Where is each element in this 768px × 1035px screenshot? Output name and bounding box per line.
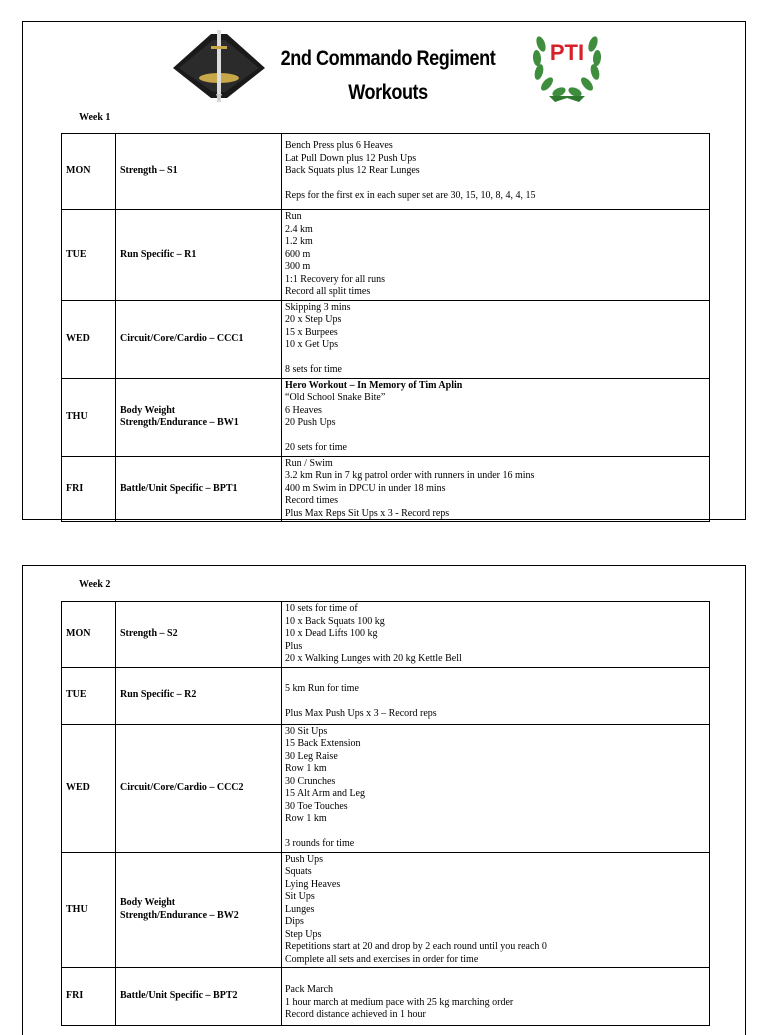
detail-line: Dips [285, 916, 304, 927]
detail-line: Row 1 km [285, 763, 327, 774]
pti-laurel-logo [527, 24, 607, 104]
detail-line: Squats [285, 866, 312, 877]
detail-line: 20 x Walking Lunges with 20 kg Kettle Bell [285, 653, 462, 664]
day-cell: FRI [62, 456, 116, 522]
day-cell: WED [62, 300, 116, 378]
detail-line: Push Ups [285, 853, 324, 865]
session-line: Circuit/Core/Cardio – CCC2 [120, 781, 244, 793]
day-cell: TUE [62, 667, 116, 724]
detail-line: Record distance achieved in 1 hour [285, 1009, 426, 1020]
session-cell [116, 667, 282, 724]
day-cell: WED [62, 724, 116, 852]
details-cell [282, 378, 710, 456]
detail-line: 8 sets for time [285, 364, 342, 375]
detail-line: 20 Push Ups [285, 417, 336, 428]
table-row [62, 300, 710, 378]
session-line: Strength – S2 [120, 628, 178, 639]
session-cell [116, 602, 282, 668]
detail-line: 15 Alt Arm and Leg [285, 788, 365, 799]
details-cell [282, 724, 710, 852]
week-2-table [61, 601, 710, 1026]
session-cell [116, 210, 282, 301]
details-cell [282, 852, 710, 968]
detail-line: Lunges [285, 903, 315, 915]
table-row [62, 667, 710, 724]
detail-line [285, 972, 708, 985]
table-row [62, 134, 710, 210]
detail-line [285, 430, 708, 443]
title-line-1: 2nd Commando Regiment [280, 47, 496, 70]
detail-line: 1:1 Recovery for all runs [285, 273, 385, 285]
detail-line: Bench Press plus 6 Heaves [285, 140, 393, 152]
details-cell [282, 134, 710, 210]
day-cell: MON [62, 134, 116, 210]
detail-line: 10 x Back Squats 100 kg [285, 615, 385, 627]
detail-line: 300 m [285, 261, 311, 272]
detail-line: Plus Max Push Ups x 3 – Record reps [285, 708, 437, 719]
table-row [62, 852, 710, 968]
session-cell [116, 300, 282, 378]
commando-dagger-emblem-icon [169, 28, 269, 104]
session-line: Strength/Endurance – BW1 [120, 417, 239, 428]
detail-line: 10 x Get Ups [285, 339, 339, 350]
detail-line: 6 Heaves [285, 404, 322, 416]
detail-line: Sit Ups [285, 891, 315, 902]
document-title [275, 42, 500, 110]
detail-line: Record times [285, 495, 339, 506]
session-cell [116, 724, 282, 852]
session-line: Body Weight [120, 404, 176, 416]
details-cell [282, 602, 710, 668]
detail-line [285, 352, 708, 365]
detail-line: 10 x Dead Lifts 100 kg [285, 628, 378, 639]
detail-line [285, 826, 708, 839]
table-row [62, 602, 710, 668]
detail-line: 600 m [285, 248, 311, 260]
table-row [62, 378, 710, 456]
detail-line: 30 Crunches [285, 775, 336, 787]
details-cell [282, 456, 710, 522]
detail-line: 5 km Run for time [285, 683, 359, 694]
detail-line: 400 m Swim in DPCU in under 18 mins [285, 482, 446, 494]
detail-line: Row 1 km [285, 813, 327, 824]
table-row [62, 210, 710, 301]
detail-line: Step Ups [285, 928, 322, 940]
detail-line: Plus Max Reps Sit Ups x 3 - Record reps [285, 507, 450, 519]
detail-line: Plus [285, 640, 303, 652]
session-line: Circuit/Core/Cardio – CCC1 [120, 332, 244, 344]
detail-line: Lat Pull Down plus 12 Push Ups [285, 152, 417, 164]
detail-line [285, 696, 708, 709]
detail-line: “Old School Snake Bite” [285, 392, 386, 403]
detail-line: 1 hour march at medium pace with 25 kg marching order [285, 996, 514, 1008]
detail-line: 2.4 km [285, 223, 313, 235]
detail-line: Reps for the first ex in each super set are 30, 15, 10, 8, 4, 4, 15 [285, 190, 536, 202]
detail-line: Complete all sets and exercises in order for time [285, 953, 479, 965]
detail-line: Lying Heaves [285, 878, 341, 890]
session-cell [116, 968, 282, 1026]
week-1-table [61, 133, 710, 522]
session-cell [116, 852, 282, 968]
table-row [62, 456, 710, 522]
detail-line: 15 Back Extension [285, 738, 361, 749]
details-cell [282, 667, 710, 724]
week-2-label: Week 2 [79, 579, 111, 590]
detail-line: Pack March [285, 984, 334, 995]
detail-line: 3 rounds for time [285, 838, 355, 849]
session-line: Run Specific – R2 [120, 689, 197, 701]
session-cell [116, 134, 282, 210]
session-line: Strength/Endurance – BW2 [120, 909, 239, 921]
detail-line: 1.2 km [285, 236, 313, 247]
detail-line: Repetitions start at 20 and drop by 2 each round until you reach 0 [285, 941, 547, 952]
table-row [62, 724, 710, 852]
session-line: Battle/Unit Specific – BPT2 [120, 990, 238, 1002]
table-row [62, 968, 710, 1026]
day-cell: THU [62, 852, 116, 968]
session-line: Run Specific – R1 [120, 248, 197, 260]
document-page-1 [22, 21, 746, 520]
detail-line: 30 Sit Ups [285, 725, 328, 737]
session-line: Battle/Unit Specific – BPT1 [120, 482, 238, 494]
detail-line: 15 x Burpees [285, 326, 338, 338]
detail-line: Hero Workout – In Memory of Tim Aplin [285, 379, 463, 391]
session-cell [116, 456, 282, 522]
session-line: Strength – S1 [120, 165, 178, 177]
detail-line: Run / Swim [285, 457, 333, 469]
detail-line: 30 Leg Raise [285, 750, 338, 762]
session-cell [116, 378, 282, 456]
detail-line: Back Squats plus 12 Rear Lunges [285, 165, 420, 177]
document-page-2 [22, 565, 746, 1035]
detail-line [285, 671, 708, 684]
pti-logo-text: PTI [549, 40, 585, 65]
day-cell: MON [62, 602, 116, 668]
details-cell [282, 300, 710, 378]
details-cell [282, 968, 710, 1026]
detail-line: 10 sets for time of [285, 603, 358, 614]
title-line-2: Workouts [348, 81, 428, 104]
detail-line [285, 178, 708, 191]
detail-line: 30 Toe Touches [285, 800, 348, 812]
detail-line: 3.2 km Run in 7 kg patrol order with runners in under 16 mins [285, 470, 535, 481]
details-cell [282, 210, 710, 301]
day-cell: FRI [62, 968, 116, 1026]
week-1-label: Week 1 [79, 112, 111, 123]
detail-line: Skipping 3 mins [285, 301, 351, 313]
session-line: Body Weight [120, 897, 176, 909]
detail-line: Record all split times [285, 286, 371, 297]
day-cell: THU [62, 378, 116, 456]
detail-line: 20 x Step Ups [285, 314, 342, 325]
detail-line: Run [285, 211, 302, 222]
day-cell: TUE [62, 210, 116, 301]
detail-line: 20 sets for time [285, 442, 347, 453]
